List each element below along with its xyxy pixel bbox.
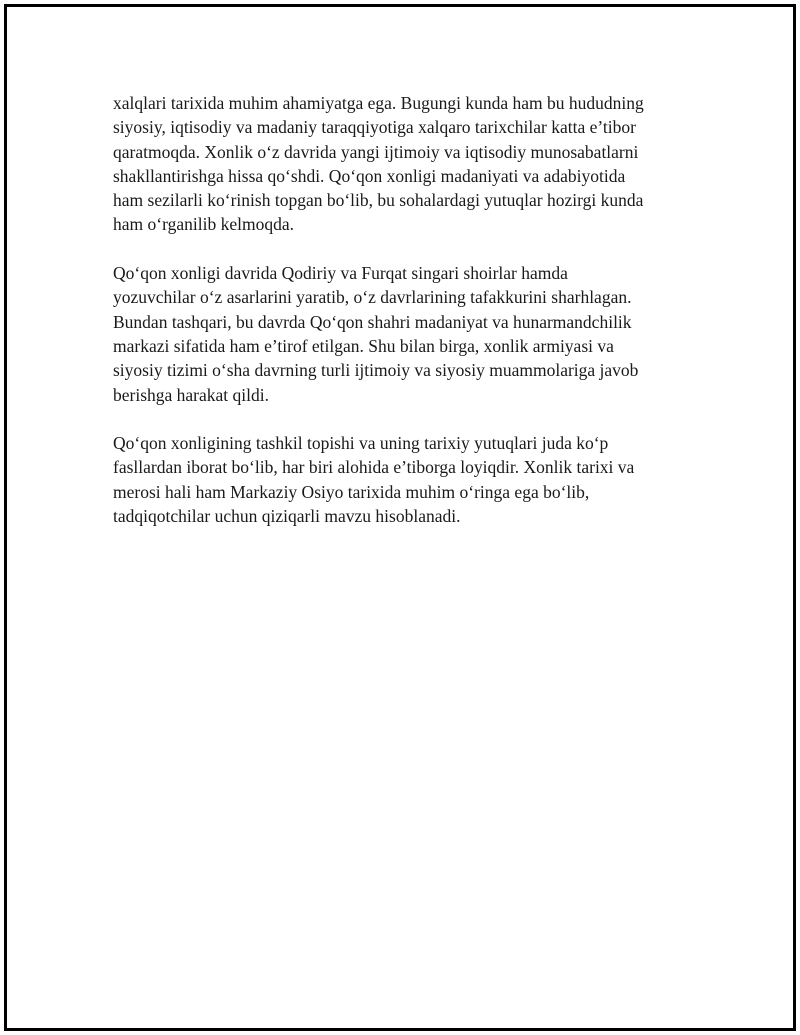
paragraph-3: Qo‘qon xonligining tashkil topishi va uning tarixiy yutuqlari juda ko‘p fasllardan iborat bo‘lib, har biri alohida e’tiborga loyiqdir. Xonlik tarixi va merosi hali ham Markaziy Osiyo tarixida muhim o‘ringa ega bo‘lib, tadqiqotchilar uchun qiziqarli mavzu hisoblanadi. bbox=[113, 433, 635, 527]
paragraph-1: xalqlari tarixida muhim ahamiyatga ega. Bugungi kunda ham bu hududning siyosiy, iqtisodiy va madaniy taraqqiyotiga xalqaro tarixchilar katta e’tibor qaratmoqda. Xonlik o‘z davrida yangi ijtimoiy va iqtisodiy munosabatlarni shakllantirishga hissa qo‘shdi. Qo‘qon xonligi madaniyati va adabiyotida ham sezilarli ko‘rinish topgan bo‘lib, bu sohalardagi yutuqlar hozirgi kunda ham o‘rganilib kelmoqda. bbox=[113, 93, 644, 235]
document-body bbox=[113, 91, 693, 553]
paragraph-2: Qo‘qon xonligi davrida Qodiriy va Furqat singari shoirlar hamda yozuvchilar o‘z asarlarini yaratib, o‘z davrlarining tafakkurini sharhlagan. Bundan tashqari, bu davrda Qo‘qon shahri madaniyat va hunarmandchilik markazi sifatida ham e’tirof etilgan. Shu bilan birga, xonlik armiyasi va siyosiy tizimi o‘sha davrning turli ijtimoiy va siyosiy muammolariga javob berishga harakat qildi. bbox=[113, 263, 639, 405]
